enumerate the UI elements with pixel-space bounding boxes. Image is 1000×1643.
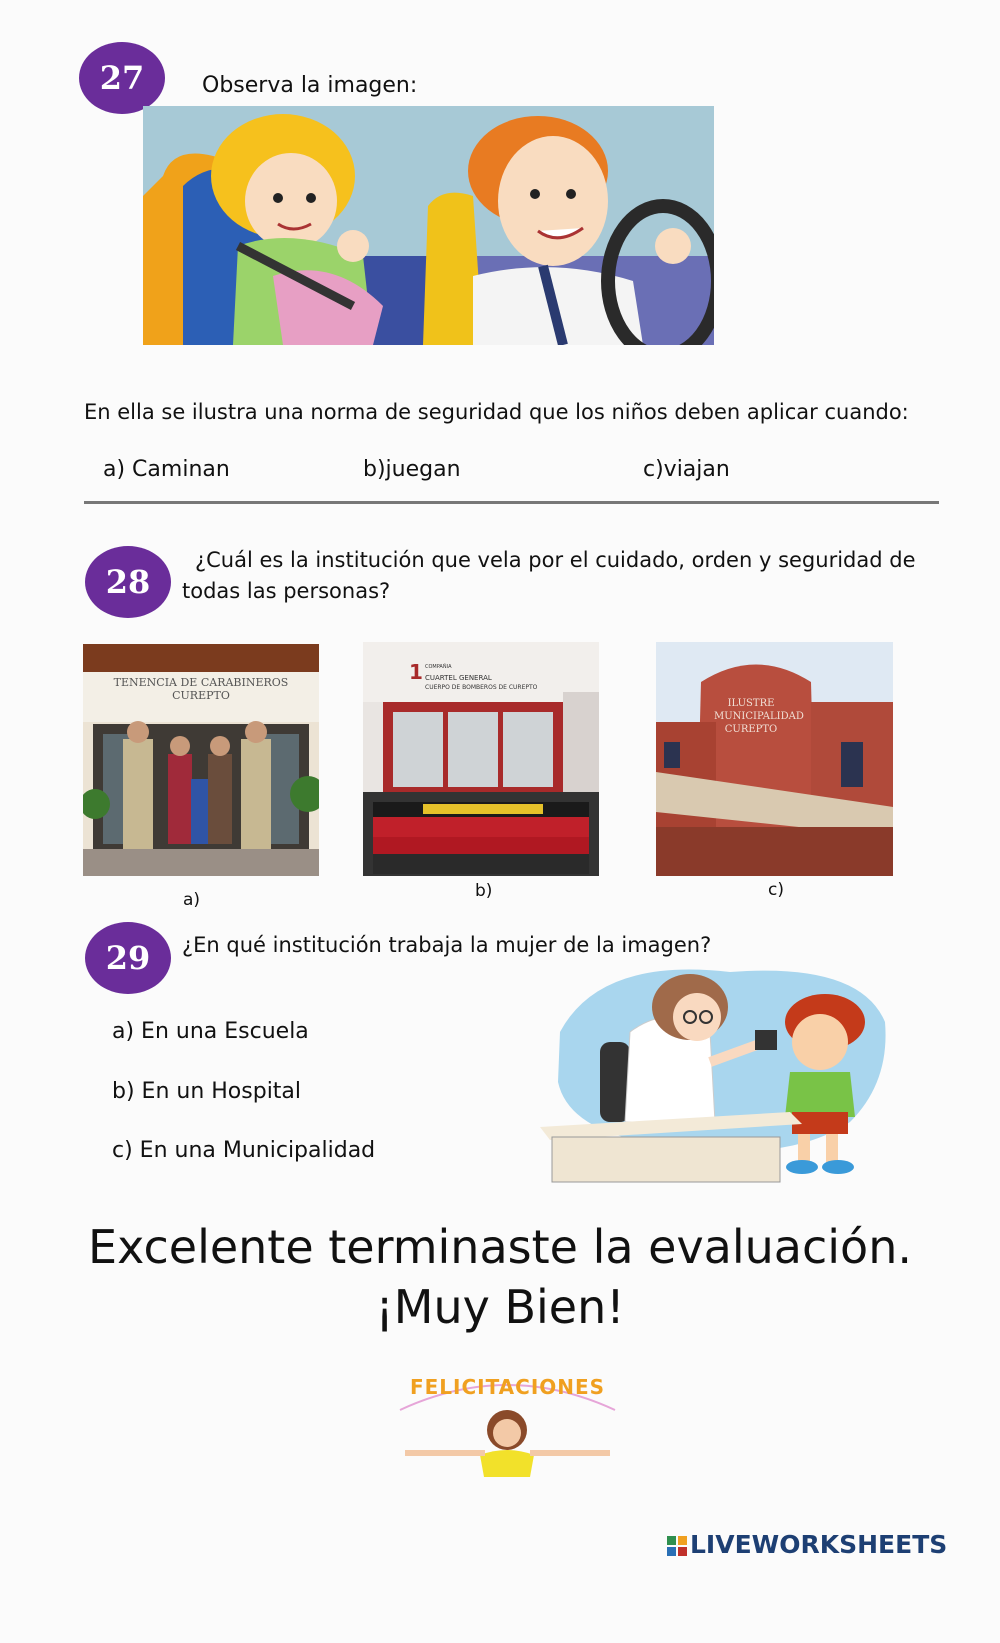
q29-option-c[interactable]: c) En una Municipalidad [112, 1138, 376, 1163]
congratulations-word: FELICITACIONES [409, 1375, 606, 1399]
fire-station-photo[interactable] [363, 642, 599, 876]
police-station-sign: TENENCIA DE CARABINEROS CUREPTO [113, 676, 289, 702]
fire-station-sign-hq: CUARTEL GENERAL [425, 674, 492, 682]
q28-caption-c[interactable]: c) [768, 880, 784, 900]
police-station-photo[interactable] [83, 644, 319, 876]
q29-option-a[interactable]: a) En una Escuela [112, 1019, 309, 1044]
doctor-illustration [540, 962, 890, 1187]
closing-line-2: ¡Muy Bien! [375, 1280, 625, 1334]
question-29-question: ¿En qué institución trabaja la mujer de la imagen? [182, 933, 712, 957]
question-27-statement: En ella se ilustra una norma de seguridad que los niños deben aplicar cuando: [84, 400, 909, 424]
congratulations-sticker [390, 1365, 625, 1480]
car-seatbelt-illustration [143, 106, 714, 345]
fire-station-sign-number: 1 [409, 660, 423, 684]
q27-option-b[interactable]: b)juegan [363, 457, 461, 482]
town-hall-photo[interactable] [656, 642, 893, 876]
question-27-badge: 27 [79, 42, 165, 114]
q28-caption-b[interactable]: b) [475, 881, 493, 901]
question-28-line2: todas las personas? [182, 579, 391, 603]
question-27-prompt: Observa la imagen: [202, 73, 418, 98]
question-28-line1: ¿Cuál es la institución que vela por el cuidado, orden y seguridad de [195, 548, 916, 572]
q29-option-b[interactable]: b) En un Hospital [112, 1079, 302, 1104]
liveworksheets-brand[interactable]: LIVEWORKSHEETS [690, 1530, 948, 1559]
town-hall-sign: ILUSTRE MUNICIPALIDAD CUREPTO [714, 698, 804, 735]
q27-option-c[interactable]: c)viajan [643, 457, 730, 482]
closing-line-1: Excelente terminaste la evaluación. [88, 1220, 912, 1274]
question-29-badge: 29 [85, 922, 171, 994]
section-divider [84, 501, 939, 504]
q27-option-a[interactable]: a) Caminan [103, 457, 230, 482]
fire-station-sign-company: COMPAÑIA [425, 664, 452, 670]
q28-caption-a[interactable]: a) [183, 890, 201, 910]
liveworksheets-logo-icon [667, 1536, 687, 1556]
question-28-badge: 28 [85, 546, 171, 618]
fire-station-sign-corps: CUERPO DE BOMBEROS DE CUREPTO [425, 684, 538, 691]
